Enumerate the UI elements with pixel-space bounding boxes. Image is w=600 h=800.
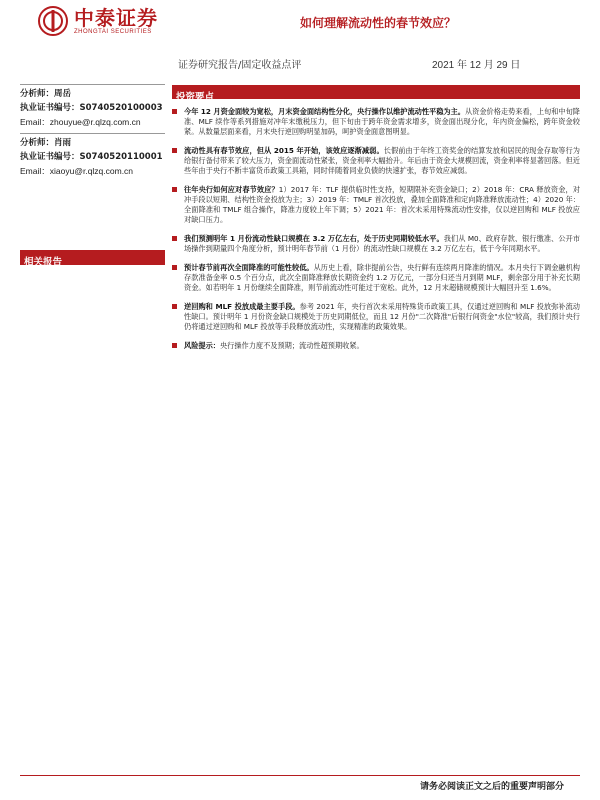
main-content [172,85,580,360]
analyst-cert-row [20,150,165,164]
analyst-name-row [20,136,165,150]
analyst-name: 肖雨 [54,138,72,148]
key-point-lead: 今年 12 月资金面较为宽松，月末资金面结构性分化，央行操作以维护流动性平稳为主。 [184,107,465,116]
divider [20,133,165,134]
related-reports-label: 相关报告 [24,257,63,268]
logo-english-name: ZHONGTAI SECURITIES [74,29,152,35]
analyst-name: 周岳 [54,89,72,99]
key-point-lead: 逆回购和 MLF 投放成最主要手段。 [184,302,300,311]
analyst-cert-number: S0740520110001 [79,152,163,162]
analyst-role-label: 分析师： [20,89,55,99]
bullet-square-icon [172,304,177,309]
key-point [172,146,580,176]
analyst-email-link[interactable]: zhouyue@r.qlzq.com.cn [49,117,141,127]
key-point-lead: 预计春节前再次全面降准的可能性较低。 [184,263,314,272]
bullet-square-icon [172,343,177,348]
analyst-email-link[interactable]: xiaoyu@r.qlzq.com.cn [49,166,134,176]
key-point [172,185,580,225]
analyst-name-row [20,87,165,101]
bullet-square-icon [172,236,177,241]
key-point-body: 长假前由于年终工资奖金的结算发放和居民的现金存取等行为给银行备付带来了较大压力，资金面流动性紧张，资金利率大幅抬升。年后由于资金大规模回流，资金利率将显著回落。但近些年由于央行不断丰富货币政策工具箱，同时伴随着同业负债的快速扩张，春节效应减弱。 [184,146,580,175]
company-logo [38,6,158,36]
bullet-square-icon [172,265,177,270]
analyst-cert-label: 执业证书编号： [20,152,80,162]
key-point-body: 从历史上看，除非提前公告，央行鲜有连续两月降准的情况。本月央行下调金融机构存款准备金率 0.5 个百分点，此次全面降准释放长期资金约 1.2 万亿元，一部分归还当月到期 MLF，剩余部分用于补充长期资金。如若明年 1 月份继续全面降准，则节前流动性可能过于宽松。此外，12 月末超储规模预计大幅回升至 1.6%。 [184,263,580,292]
footer-disclaimer: 请务必阅读正文之后的重要声明部分 [419,782,564,792]
key-point-lead: 我们预测明年 1 月份流动性缺口规模在 3.2 万亿左右，处于历史同期较低水平。 [184,234,444,243]
bullet-square-icon [172,109,177,114]
key-point [172,263,580,293]
key-point-body: 央行操作力度不及预期；流动性超预期收紧。 [219,341,364,350]
bullet-square-icon [172,148,177,153]
footer-divider [20,775,580,776]
analyst-email-label: Email： [20,166,50,176]
report-title: 如何理解流动性的春节效应？ [300,16,457,30]
analyst-cert-label: 执业证书编号： [20,103,80,113]
key-point-lead: 往年央行如何应对春节效应？ [184,185,279,194]
section-title: 投资要点 [176,92,215,103]
analyst-cert-number: S0740520100003 [79,103,163,113]
analyst-sidebar [20,80,165,182]
key-point-body: 我们从 M0、政府存款、银行缴准、公开市场操作到期量四个角度分析，预计明年春节前（1 月份）的流动性缺口规模在 3.2 万亿左右，低于今年同期水平。 [184,234,580,253]
key-point-lead: 流动性具有春节效应，但从 2015 年开始，该效应逐渐减弱。 [184,146,384,155]
logo-mark-icon [38,6,68,36]
key-point-body: 1）2017 年：TLF 提供临时性支持，短期限补充资金缺口；2）2018 年：CRA 释放资金，对冲手段以短期、结构性资金投放为主；3）2019 年：TMLF 首次投放，叠加全面降准和定向降准释放流动性；4）2020 年：全面降准和 TMLF 组合操作，降准力度较上年下调；5）2021 年：首次未采用特殊流动性安排，仅以逆回购和 MLF 投放应对缺口压力。 [184,185,580,224]
analyst-email-row [20,115,165,129]
section-header [172,85,580,103]
key-point-body: 从资金价格走势来看，上旬和中旬降准、MLF 续作等系列措施对冲年末缴税压力，但下旬由于跨年资金需求增多，资金面出现分化，年内资金偏松，跨年资金较紧。从数量层面来看，月末央行逆回购明显加码，呵护资金面意图明显。 [184,107,580,136]
analyst-cert-row [20,101,165,115]
key-point [172,107,580,137]
analyst-card [20,133,165,178]
bullet-square-icon [172,187,177,192]
key-points-list [172,107,580,351]
analyst-role-label: 分析师： [20,138,55,148]
report-category: 证券研究报告/固定收益点评 [178,60,302,71]
logo-chinese-name: 中泰证券 [74,6,158,30]
report-date: 2021 年 12 月 29 日 [432,60,521,71]
related-reports-header [20,250,165,268]
key-point [172,302,580,332]
analyst-email-row [20,164,165,178]
key-point-lead: 风险提示： [184,341,220,350]
key-point-body: 参考 2021 年，央行首次未采用特殊货币政策工具，仅通过逆回购和 MLF 投放弥补流动性缺口。预计明年 1 月份资金缺口规模处于历史同期低位，而且 12 月份"二次降准"后银行间资金"水位"较高，我们预计央行仍将通过逆回购和 MLF 投放等手段释放流动性，实现精准的政策效果。 [184,302,580,331]
report-header [0,0,600,70]
analyst-email-label: Email： [20,117,50,127]
key-point [172,234,580,254]
divider [20,84,165,85]
analyst-card [20,84,165,129]
key-point [172,341,580,351]
